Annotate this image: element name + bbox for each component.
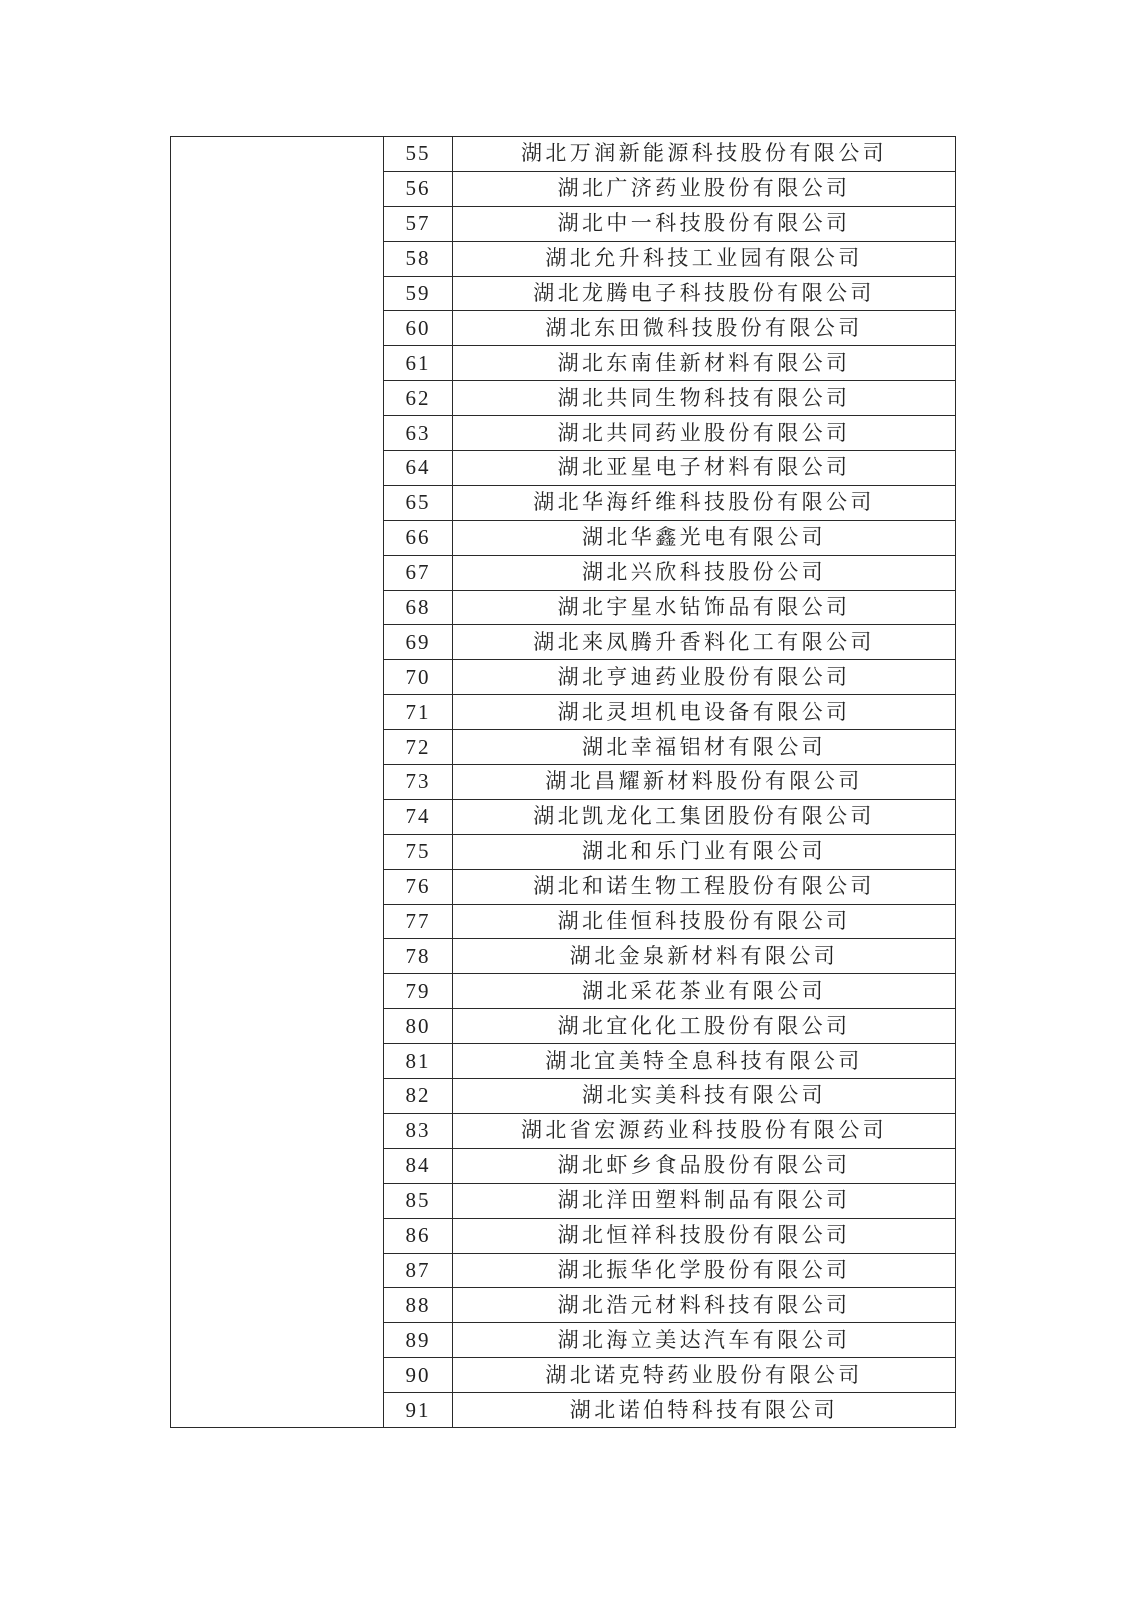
- company-name: 湖北亚星电子材料有限公司: [453, 451, 956, 486]
- company-name: 湖北灵坦机电设备有限公司: [453, 695, 956, 730]
- company-name: 湖北亨迪药业股份有限公司: [453, 660, 956, 695]
- table-body: [171, 137, 956, 1428]
- row-number: 68: [384, 590, 453, 625]
- company-name: 湖北振华化学股份有限公司: [453, 1253, 956, 1288]
- company-name: 湖北宇星水钻饰品有限公司: [453, 590, 956, 625]
- company-name: 湖北诺伯特科技有限公司: [453, 1393, 956, 1428]
- row-number: 79: [384, 974, 453, 1009]
- company-name: 湖北广济药业股份有限公司: [453, 171, 956, 206]
- row-number: 82: [384, 1079, 453, 1114]
- row-number: 88: [384, 1288, 453, 1323]
- company-name: 湖北允升科技工业园有限公司: [453, 241, 956, 276]
- company-name: 湖北凯龙化工集团股份有限公司: [453, 799, 956, 834]
- company-name: 湖北华鑫光电有限公司: [453, 520, 956, 555]
- row-number: 66: [384, 520, 453, 555]
- category-cell: [171, 137, 384, 1428]
- row-number: 56: [384, 171, 453, 206]
- company-name: 湖北金泉新材料有限公司: [453, 939, 956, 974]
- row-number: 90: [384, 1358, 453, 1393]
- row-number: 75: [384, 834, 453, 869]
- row-number: 87: [384, 1253, 453, 1288]
- row-number: 60: [384, 311, 453, 346]
- company-name: 湖北来凤腾升香料化工有限公司: [453, 625, 956, 660]
- row-number: 78: [384, 939, 453, 974]
- row-number: 72: [384, 730, 453, 765]
- company-name: 湖北采花茶业有限公司: [453, 974, 956, 1009]
- company-name: 湖北共同药业股份有限公司: [453, 416, 956, 451]
- company-name: 湖北实美科技有限公司: [453, 1079, 956, 1114]
- row-number: 67: [384, 555, 453, 590]
- row-number: 89: [384, 1323, 453, 1358]
- row-number: 71: [384, 695, 453, 730]
- row-number: 76: [384, 869, 453, 904]
- company-name: 湖北省宏源药业科技股份有限公司: [453, 1113, 956, 1148]
- row-number: 65: [384, 485, 453, 520]
- company-name: 湖北海立美达汽车有限公司: [453, 1323, 956, 1358]
- company-name: 湖北恒祥科技股份有限公司: [453, 1218, 956, 1253]
- row-number: 91: [384, 1393, 453, 1428]
- company-name: 湖北和乐门业有限公司: [453, 834, 956, 869]
- company-name: 湖北万润新能源科技股份有限公司: [453, 137, 956, 172]
- company-name: 湖北华海纤维科技股份有限公司: [453, 485, 956, 520]
- row-number: 77: [384, 904, 453, 939]
- row-number: 61: [384, 346, 453, 381]
- row-number: 74: [384, 799, 453, 834]
- table-row: [171, 137, 956, 172]
- row-number: 64: [384, 451, 453, 486]
- row-number: 62: [384, 381, 453, 416]
- row-number: 85: [384, 1183, 453, 1218]
- row-number: 57: [384, 206, 453, 241]
- row-number: 86: [384, 1218, 453, 1253]
- row-number: 63: [384, 416, 453, 451]
- company-name: 湖北洋田塑料制品有限公司: [453, 1183, 956, 1218]
- company-name: 湖北宜化化工股份有限公司: [453, 1009, 956, 1044]
- company-name: 湖北东南佳新材料有限公司: [453, 346, 956, 381]
- row-number: 83: [384, 1113, 453, 1148]
- row-number: 58: [384, 241, 453, 276]
- row-number: 69: [384, 625, 453, 660]
- company-name: 湖北共同生物科技有限公司: [453, 381, 956, 416]
- company-list-table: [170, 136, 956, 1428]
- company-name: 湖北幸福铝材有限公司: [453, 730, 956, 765]
- company-name: 湖北兴欣科技股份公司: [453, 555, 956, 590]
- company-name: 湖北诺克特药业股份有限公司: [453, 1358, 956, 1393]
- company-name: 湖北中一科技股份有限公司: [453, 206, 956, 241]
- row-number: 81: [384, 1044, 453, 1079]
- company-name: 湖北虾乡食品股份有限公司: [453, 1148, 956, 1183]
- company-name: 湖北和诺生物工程股份有限公司: [453, 869, 956, 904]
- row-number: 59: [384, 276, 453, 311]
- row-number: 84: [384, 1148, 453, 1183]
- row-number: 70: [384, 660, 453, 695]
- company-name: 湖北宜美特全息科技有限公司: [453, 1044, 956, 1079]
- company-name: 湖北龙腾电子科技股份有限公司: [453, 276, 956, 311]
- company-name: 湖北佳恒科技股份有限公司: [453, 904, 956, 939]
- company-name: 湖北东田微科技股份有限公司: [453, 311, 956, 346]
- row-number: 73: [384, 765, 453, 800]
- row-number: 80: [384, 1009, 453, 1044]
- company-name: 湖北浩元材料科技有限公司: [453, 1288, 956, 1323]
- company-name: 湖北昌耀新材料股份有限公司: [453, 765, 956, 800]
- row-number: 55: [384, 137, 453, 172]
